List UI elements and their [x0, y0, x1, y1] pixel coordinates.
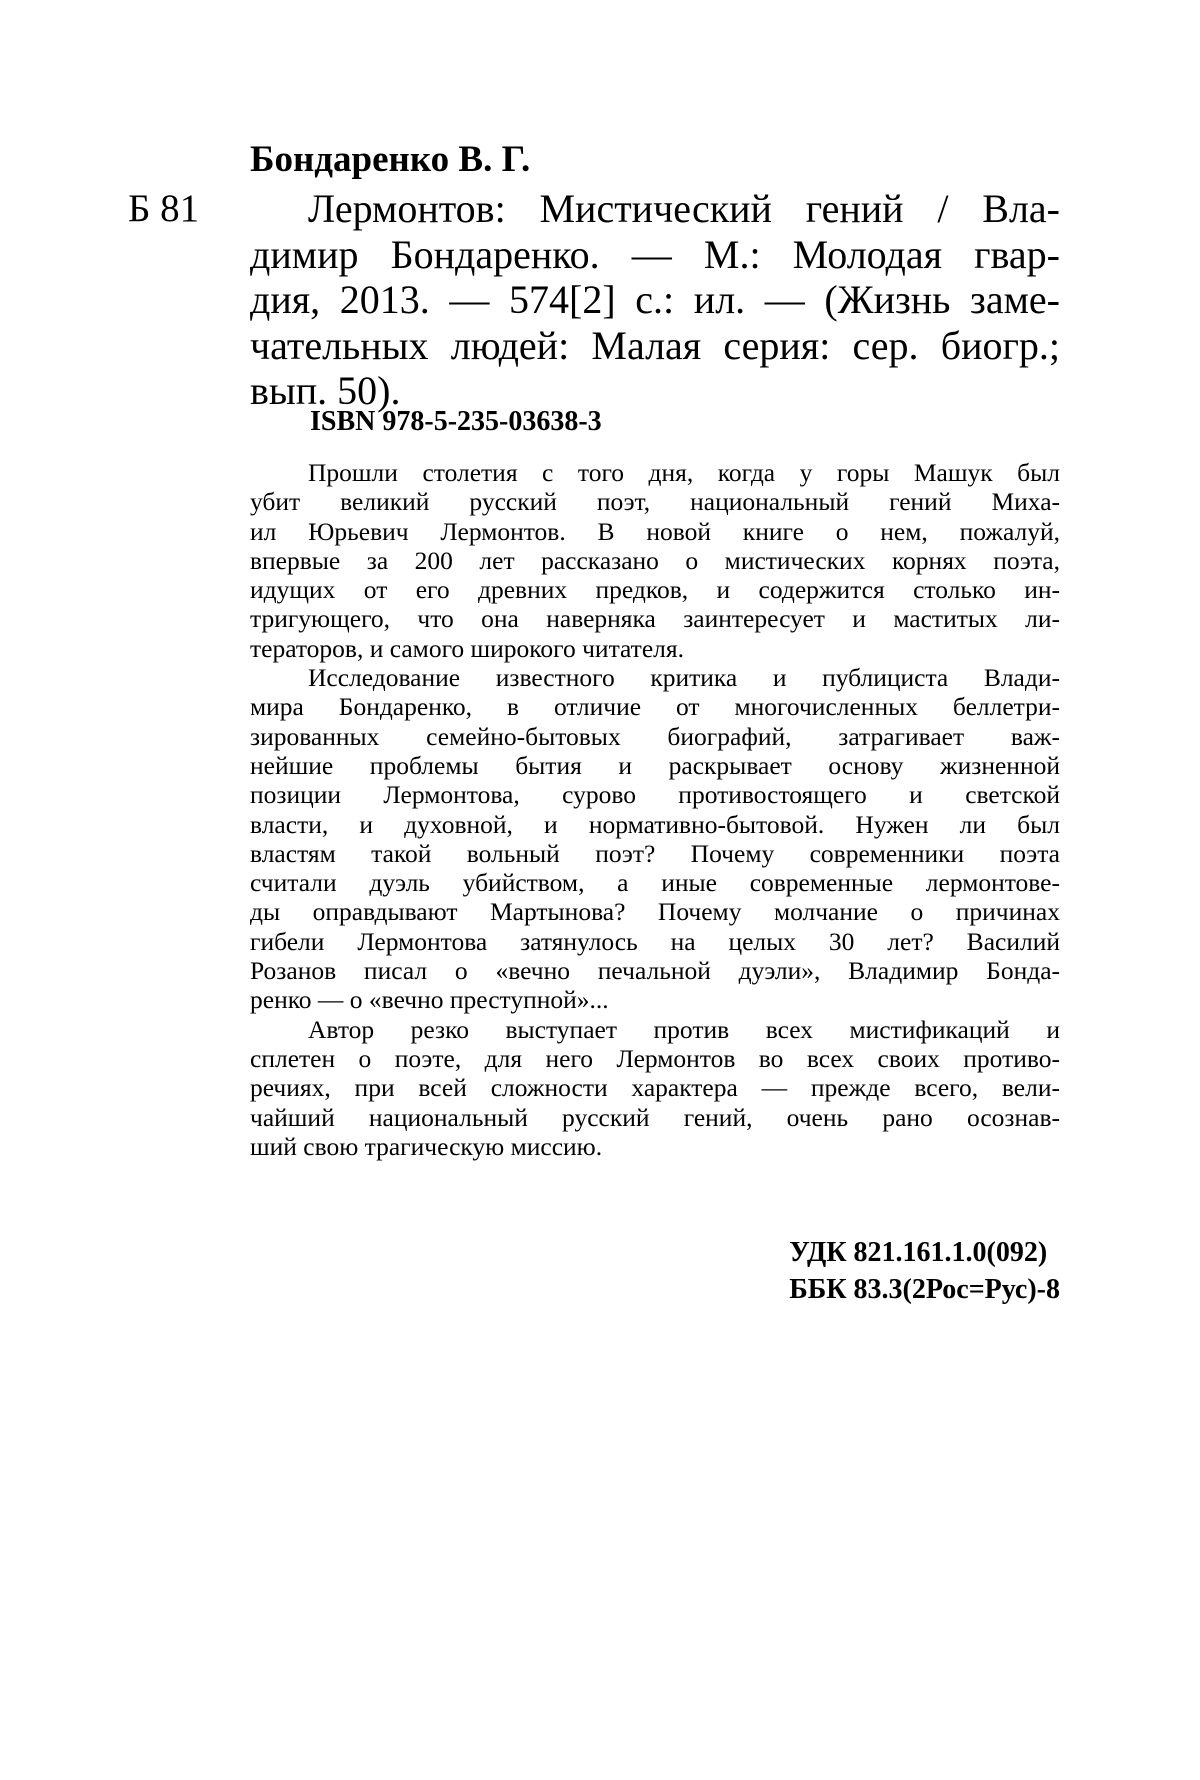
annotation-line: Автор резко выступает против всех мистификаций и	[308, 1014, 1060, 1044]
annotation-line: власти, и духовной, и нормативно-бытовой. Нужен ли был	[250, 809, 1060, 839]
citation-line: димир Бондаренко. — М.: Молодая гвар-	[250, 231, 1060, 277]
annotation-line: сплетен о поэте, для него Лермонтов во всех своих противо-	[250, 1043, 1060, 1073]
annotation-line: Исследование известного критика и публициста Влади-	[308, 663, 1060, 693]
annotation	[250, 458, 1060, 1161]
citation-line: чательных людей: Малая серия: сер. биогр.;	[250, 322, 1060, 368]
annotation-line: впервые за 200 лет рассказано о мистических корнях поэта,	[250, 545, 1060, 575]
annotation-line: убит великий русский поэт, национальный гений Миха-	[250, 487, 1060, 517]
annotation-line: речиях, при всей сложности характера — прежде всего, вели-	[250, 1073, 1060, 1103]
annotation-line: гибели Лермонтова затянулось на целых 30 лет? Василий	[250, 926, 1060, 956]
annotation-line: тераторов, и самого широкого читателя.	[250, 633, 684, 663]
author-heading: Бондаренко В. Г.	[250, 139, 531, 180]
isbn: ISBN 978-5-235-03638-3	[310, 406, 602, 437]
annotation-line: ды оправдывают Мартынова? Почему молчание о причинах	[250, 897, 1060, 927]
annotation-line: зированных семейно-бытовых биографий, затрагивает важ-	[250, 721, 1060, 751]
annotation-line: властям такой вольный поэт? Почему современники поэта	[250, 838, 1060, 868]
annotation-line: ший свою трагическую миссию.	[250, 1131, 603, 1161]
shelf-mark: Б 81	[128, 187, 200, 230]
citation-line: Лермонтов: Мистический гений / Вла-	[308, 186, 1060, 231]
annotation-line: чайший национальный русский гений, очень рано осознав-	[250, 1102, 1060, 1132]
annotation-line: считали дуэль убийством, а иные современные лермонтове-	[250, 868, 1060, 898]
annotation-line: ренко — о «вечно преступной»...	[250, 985, 609, 1015]
bibliographic-citation	[250, 186, 1060, 414]
annotation-line: мира Бондаренко, в отличие от многочисленных беллетри-	[250, 692, 1060, 722]
annotation-line: ил Юрьевич Лермонтов. В новой книге о нем, пожалуй,	[250, 516, 1060, 546]
udc-code: УДК 821.161.1.0(092)	[789, 1237, 1048, 1268]
annotation-line: Прошли столетия с того дня, когда у горы Машук был	[308, 458, 1060, 487]
annotation-line: идущих от его древних предков, и содержится столько ин-	[250, 575, 1060, 605]
annotation-line: нейшие проблемы бытия и раскрывает основу жизненной	[250, 750, 1060, 780]
citation-line: дия, 2013. — 574[2] с.: ил. — (Жизнь заме-	[250, 277, 1060, 322]
annotation-line: тригующего, что она наверняка заинтересует и маститых ли-	[250, 604, 1060, 634]
annotation-line: Розанов писал о «вечно печальной дуэли», Владимир Бонда-	[250, 956, 1060, 986]
annotation-line: позиции Лермонтова, сурово противостоящего и светской	[250, 780, 1060, 810]
bbk-code: ББК 83.3(2Рос=Рус)-8	[789, 1274, 1060, 1305]
classification-codes	[789, 1234, 1060, 1308]
citation-line: вып. 50).	[250, 368, 401, 413]
